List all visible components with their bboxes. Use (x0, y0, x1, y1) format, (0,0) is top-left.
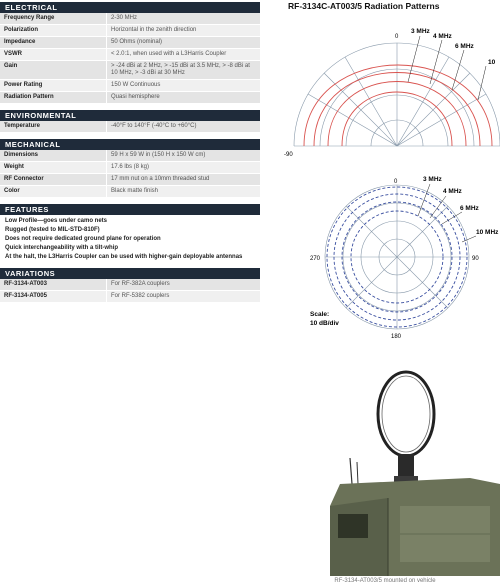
row-key: Weight (0, 162, 106, 173)
elevation-grid (294, 43, 500, 146)
row-value: 2-30 MHz (107, 13, 260, 24)
row-key: RF Connector (0, 174, 106, 185)
row-value: 17 mm nut on a 10mm threaded stud (107, 174, 260, 185)
row-value: Quasi hemisphere (107, 92, 260, 103)
azimuth-left-label: 270 (310, 256, 321, 262)
row-key: Gain (0, 61, 106, 79)
scale-value: 10 dB/div (310, 320, 339, 327)
whip (350, 458, 352, 484)
row-value: > -24 dBi at 2 MHz, > -15 dBi at 3.5 MHz, > -8 dBi at 10 MHz, > -3 dBi at 30 MHz (107, 61, 260, 79)
table-row (0, 150, 260, 162)
whip (357, 462, 358, 484)
patterns-title: RF-3134C-AT003/5 Radiation Patterns (288, 1, 440, 11)
table-row (0, 121, 260, 133)
callout-line (430, 40, 442, 84)
table-row (0, 61, 260, 80)
row-key: Radiation Pattern (0, 92, 106, 103)
table-row (0, 279, 260, 291)
azimuth-top-label: 0 (394, 179, 398, 185)
row-value: 50 Ohms (nominal) (107, 37, 260, 48)
callout-line (408, 36, 420, 82)
section-header-features: FEATURES (0, 204, 260, 215)
table-row (0, 186, 260, 198)
section-header-mechanical: MECHANICAL (0, 139, 260, 150)
freq-label-3mhz: 3 MHz (423, 176, 442, 183)
callout-line (462, 236, 476, 242)
row-key: Temperature (0, 121, 106, 132)
freq-label-6mhz: 6 MHz (455, 43, 474, 50)
table-row (0, 291, 260, 303)
spec-sheet (0, 0, 260, 303)
photo-caption: RF-3134-AT003/5 mounted on vehicle (334, 578, 436, 584)
list-item: Low Profile—goes under camo nets (5, 218, 108, 224)
elevation-pattern-plot (270, 14, 500, 164)
row-value: 150 W Continuous (107, 80, 260, 91)
row-key: RF-3134-AT005 (0, 291, 106, 302)
scale-label: Scale: (310, 311, 330, 318)
row-key: VSWR (0, 49, 106, 60)
list-item: Does not require dedicated ground plane for operation (5, 236, 161, 242)
row-value: < 2.0:1, when used with a L3Harris Coupler (107, 49, 260, 60)
list-item: Quick interchangeability with a tilt-whip (5, 245, 119, 251)
freq-label-6mhz: 6 MHz (460, 205, 479, 212)
table-electrical (0, 13, 260, 104)
patterns-column (270, 0, 500, 588)
row-key: Frequency Range (0, 13, 106, 24)
row-value: Horizontal in the zenith direction (107, 25, 260, 36)
row-key: Polarization (0, 25, 106, 36)
vehicle-photo (270, 366, 500, 576)
table-environmental (0, 121, 260, 133)
freq-label-10: 10 (488, 59, 496, 66)
elevation-zero-label: 0 (395, 34, 399, 40)
row-value: 17.6 lbs (8 kg) (107, 162, 260, 173)
table-row (0, 25, 260, 37)
section-header-variations: VARIATIONS (0, 268, 260, 279)
row-value: For RF-5382 couplers (107, 291, 260, 302)
table-row (0, 92, 260, 104)
table-row (0, 162, 260, 174)
callout-line (452, 50, 464, 90)
azimuth-pattern-plot (270, 172, 500, 342)
table-row (0, 174, 260, 186)
vehicle-body (330, 478, 500, 576)
row-key: Impedance (0, 37, 106, 48)
section-header-electrical: ELECTRICAL (0, 2, 260, 13)
features-list (0, 215, 260, 262)
row-value: For RF-382A couplers (107, 279, 260, 290)
freq-label-10mhz: 10 MHz (476, 229, 499, 236)
row-key: RF-3134-AT003 (0, 279, 106, 290)
vehicle-window (338, 514, 368, 538)
azimuth-right-label: 90 (472, 256, 479, 262)
freq-label-3mhz: 3 MHz (411, 28, 430, 35)
row-key: Dimensions (0, 150, 106, 161)
elevation-traces (304, 65, 492, 146)
azimuth-bottom-label: 180 (391, 334, 402, 340)
list-item: At the halt, the L3Harris Coupler can be used with higher-gain deployable antennas (5, 254, 243, 260)
table-mechanical (0, 150, 260, 198)
table-row (0, 49, 260, 61)
row-value: Black matte finish (107, 186, 260, 197)
elevation-left-label: -90 (284, 152, 293, 158)
antenna-loop-inner (382, 376, 430, 452)
row-key: Color (0, 186, 106, 197)
freq-label-4mhz: 4 MHz (433, 33, 452, 40)
azimuth-grid (325, 185, 469, 329)
table-variations (0, 279, 260, 303)
antenna-mount (398, 454, 414, 478)
row-value: 59 H x 59 W in (150 H x 150 W cm) (107, 150, 260, 161)
table-row (0, 37, 260, 49)
section-header-environmental: ENVIRONMENTAL (0, 110, 260, 121)
loop-antenna (350, 372, 434, 484)
table-row (0, 80, 260, 92)
row-key: Power Rating (0, 80, 106, 91)
table-row (0, 13, 260, 25)
freq-label-4mhz: 4 MHz (443, 188, 462, 195)
callout-line (430, 196, 446, 218)
trace-10mhz (304, 65, 492, 146)
row-value: -40°F to 140°F (-40°C to +60°C) (107, 121, 260, 132)
antenna-loop (378, 372, 434, 456)
list-item: Rugged (tested to MIL-STD-810F) (5, 227, 100, 233)
